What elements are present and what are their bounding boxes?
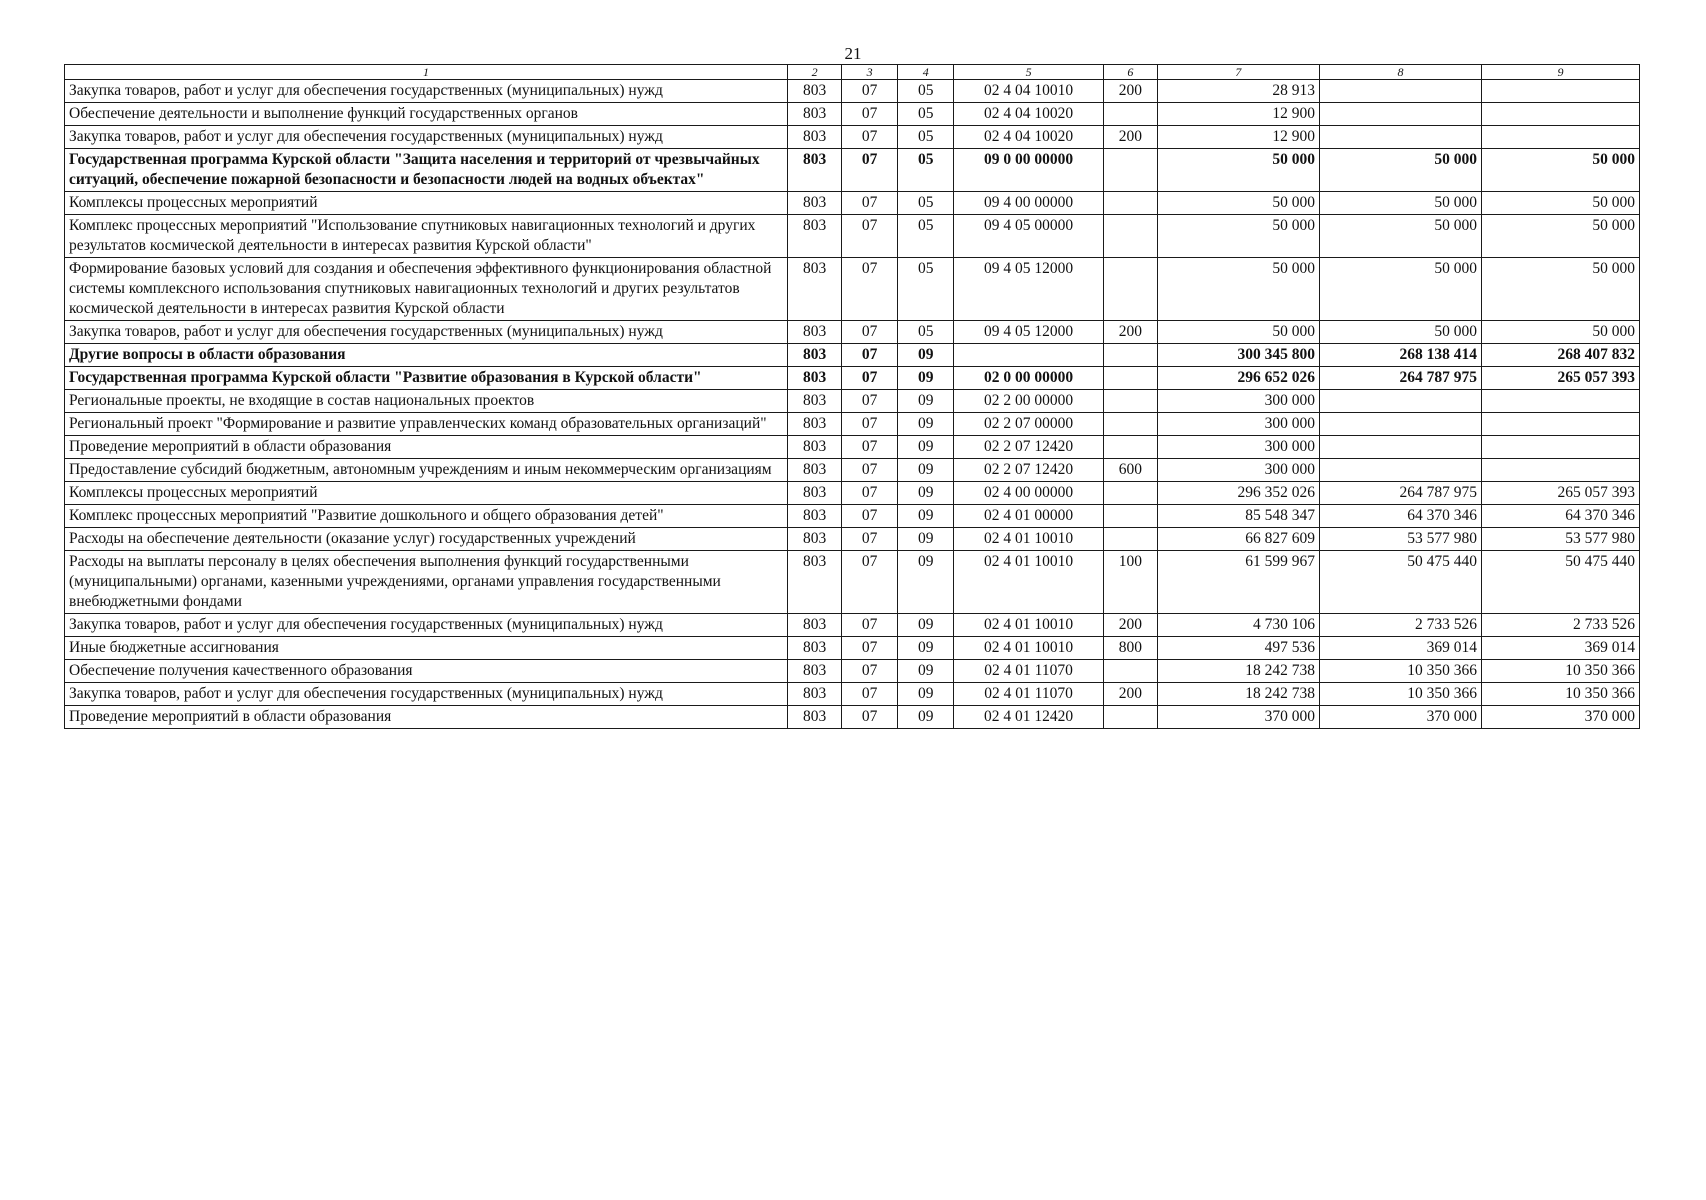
subsection-code: 05 bbox=[898, 258, 954, 321]
ministry-code: 803 bbox=[788, 706, 842, 729]
ministry-code: 803 bbox=[788, 321, 842, 344]
section-code: 07 bbox=[842, 706, 898, 729]
amount-year-2 bbox=[1319, 126, 1481, 149]
section-code: 07 bbox=[842, 505, 898, 528]
target-article-code: 02 4 00 00000 bbox=[954, 482, 1104, 505]
expense-type-code: 200 bbox=[1103, 126, 1157, 149]
row-name: Закупка товаров, работ и услуг для обеспечения государственных (муниципальных) нужд bbox=[65, 126, 788, 149]
ministry-code: 803 bbox=[788, 215, 842, 258]
amount-year-1: 12 900 bbox=[1157, 126, 1319, 149]
ministry-code: 803 bbox=[788, 258, 842, 321]
column-number: 1 bbox=[65, 65, 788, 80]
target-article-code: 02 4 01 11070 bbox=[954, 683, 1104, 706]
target-article-code: 02 4 04 10010 bbox=[954, 80, 1104, 103]
section-code: 07 bbox=[842, 344, 898, 367]
target-article-code: 02 4 01 10010 bbox=[954, 528, 1104, 551]
amount-year-2: 50 000 bbox=[1319, 258, 1481, 321]
row-name: Региональные проекты, не входящие в состав национальных проектов bbox=[65, 390, 788, 413]
table-row bbox=[65, 683, 1640, 706]
amount-year-3: 369 014 bbox=[1482, 637, 1640, 660]
amount-year-1: 85 548 347 bbox=[1157, 505, 1319, 528]
amount-year-2: 2 733 526 bbox=[1319, 614, 1481, 637]
expense-type-code: 600 bbox=[1103, 459, 1157, 482]
ministry-code: 803 bbox=[788, 367, 842, 390]
subsection-code: 05 bbox=[898, 103, 954, 126]
ministry-code: 803 bbox=[788, 614, 842, 637]
amount-year-1: 61 599 967 bbox=[1157, 551, 1319, 614]
ministry-code: 803 bbox=[788, 683, 842, 706]
row-name: Закупка товаров, работ и услуг для обеспечения государственных (муниципальных) нужд bbox=[65, 321, 788, 344]
amount-year-3: 53 577 980 bbox=[1482, 528, 1640, 551]
section-code: 07 bbox=[842, 637, 898, 660]
amount-year-2: 50 000 bbox=[1319, 149, 1481, 192]
ministry-code: 803 bbox=[788, 436, 842, 459]
amount-year-2: 53 577 980 bbox=[1319, 528, 1481, 551]
amount-year-2 bbox=[1319, 413, 1481, 436]
section-code: 07 bbox=[842, 80, 898, 103]
target-article-code: 02 2 07 12420 bbox=[954, 436, 1104, 459]
subsection-code: 09 bbox=[898, 614, 954, 637]
subsection-code: 09 bbox=[898, 683, 954, 706]
amount-year-3: 10 350 366 bbox=[1482, 660, 1640, 683]
expense-type-code bbox=[1103, 505, 1157, 528]
amount-year-3 bbox=[1482, 80, 1640, 103]
amount-year-1: 300 000 bbox=[1157, 436, 1319, 459]
table-row bbox=[65, 637, 1640, 660]
amount-year-1: 28 913 bbox=[1157, 80, 1319, 103]
section-code: 07 bbox=[842, 321, 898, 344]
table-row bbox=[65, 413, 1640, 436]
target-article-code: 02 4 04 10020 bbox=[954, 126, 1104, 149]
target-article-code: 09 4 05 12000 bbox=[954, 258, 1104, 321]
amount-year-2: 64 370 346 bbox=[1319, 505, 1481, 528]
row-name: Комплекс процессных мероприятий "Использование спутниковых навигационных технологий и других результатов космической деятельности в интересах развития Курской области" bbox=[65, 215, 788, 258]
amount-year-2: 264 787 975 bbox=[1319, 367, 1481, 390]
row-name: Другие вопросы в области образования bbox=[65, 344, 788, 367]
ministry-code: 803 bbox=[788, 103, 842, 126]
section-code: 07 bbox=[842, 551, 898, 614]
amount-year-2: 370 000 bbox=[1319, 706, 1481, 729]
table-row bbox=[65, 149, 1640, 192]
subsection-code: 05 bbox=[898, 321, 954, 344]
subsection-code: 05 bbox=[898, 215, 954, 258]
table-row bbox=[65, 215, 1640, 258]
row-name: Расходы на выплаты персоналу в целях обеспечения выполнения функций государственными (муниципальными) органами, казенными учреждениями, органами управления государственными внебюджетными фондами bbox=[65, 551, 788, 614]
amount-year-1: 50 000 bbox=[1157, 149, 1319, 192]
target-article-code: 02 4 01 10010 bbox=[954, 551, 1104, 614]
table-row bbox=[65, 505, 1640, 528]
row-name: Расходы на обеспечение деятельности (оказание услуг) государственных учреждений bbox=[65, 528, 788, 551]
subsection-code: 09 bbox=[898, 482, 954, 505]
expense-type-code bbox=[1103, 436, 1157, 459]
ministry-code: 803 bbox=[788, 482, 842, 505]
amount-year-1: 18 242 738 bbox=[1157, 660, 1319, 683]
ministry-code: 803 bbox=[788, 192, 842, 215]
table-row bbox=[65, 390, 1640, 413]
amount-year-3: 50 000 bbox=[1482, 215, 1640, 258]
section-code: 07 bbox=[842, 614, 898, 637]
column-number: 4 bbox=[898, 65, 954, 80]
ministry-code: 803 bbox=[788, 149, 842, 192]
amount-year-1: 296 652 026 bbox=[1157, 367, 1319, 390]
amount-year-2: 50 000 bbox=[1319, 215, 1481, 258]
row-name: Закупка товаров, работ и услуг для обеспечения государственных (муниципальных) нужд bbox=[65, 614, 788, 637]
budget-table bbox=[64, 64, 1640, 729]
amount-year-3: 265 057 393 bbox=[1482, 482, 1640, 505]
amount-year-3: 265 057 393 bbox=[1482, 367, 1640, 390]
expense-type-code bbox=[1103, 706, 1157, 729]
amount-year-3: 268 407 832 bbox=[1482, 344, 1640, 367]
column-number-row bbox=[65, 65, 1640, 80]
amount-year-3 bbox=[1482, 126, 1640, 149]
subsection-code: 09 bbox=[898, 637, 954, 660]
expense-type-code bbox=[1103, 344, 1157, 367]
section-code: 07 bbox=[842, 258, 898, 321]
target-article-code: 02 2 07 12420 bbox=[954, 459, 1104, 482]
expense-type-code bbox=[1103, 413, 1157, 436]
section-code: 07 bbox=[842, 528, 898, 551]
subsection-code: 05 bbox=[898, 80, 954, 103]
subsection-code: 09 bbox=[898, 528, 954, 551]
amount-year-2 bbox=[1319, 80, 1481, 103]
target-article-code: 09 4 05 00000 bbox=[954, 215, 1104, 258]
expense-type-code bbox=[1103, 482, 1157, 505]
ministry-code: 803 bbox=[788, 528, 842, 551]
subsection-code: 09 bbox=[898, 706, 954, 729]
section-code: 07 bbox=[842, 103, 898, 126]
section-code: 07 bbox=[842, 660, 898, 683]
amount-year-3: 370 000 bbox=[1482, 706, 1640, 729]
row-name: Комплексы процессных мероприятий bbox=[65, 192, 788, 215]
section-code: 07 bbox=[842, 390, 898, 413]
amount-year-1: 50 000 bbox=[1157, 321, 1319, 344]
amount-year-1: 497 536 bbox=[1157, 637, 1319, 660]
column-number: 7 bbox=[1157, 65, 1319, 80]
amount-year-1: 4 730 106 bbox=[1157, 614, 1319, 637]
amount-year-1: 300 345 800 bbox=[1157, 344, 1319, 367]
section-code: 07 bbox=[842, 436, 898, 459]
amount-year-2: 50 000 bbox=[1319, 192, 1481, 215]
table-row bbox=[65, 367, 1640, 390]
row-name: Закупка товаров, работ и услуг для обеспечения государственных (муниципальных) нужд bbox=[65, 80, 788, 103]
section-code: 07 bbox=[842, 215, 898, 258]
target-article-code: 02 0 00 00000 bbox=[954, 367, 1104, 390]
amount-year-1: 18 242 738 bbox=[1157, 683, 1319, 706]
subsection-code: 09 bbox=[898, 660, 954, 683]
ministry-code: 803 bbox=[788, 505, 842, 528]
expense-type-code bbox=[1103, 149, 1157, 192]
amount-year-1: 50 000 bbox=[1157, 215, 1319, 258]
subsection-code: 09 bbox=[898, 459, 954, 482]
table-row bbox=[65, 344, 1640, 367]
subsection-code: 09 bbox=[898, 505, 954, 528]
amount-year-3 bbox=[1482, 459, 1640, 482]
target-article-code bbox=[954, 344, 1104, 367]
row-name: Закупка товаров, работ и услуг для обеспечения государственных (муниципальных) нужд bbox=[65, 683, 788, 706]
target-article-code: 02 4 01 11070 bbox=[954, 660, 1104, 683]
table-row bbox=[65, 660, 1640, 683]
table-row bbox=[65, 258, 1640, 321]
subsection-code: 09 bbox=[898, 367, 954, 390]
target-article-code: 09 0 00 00000 bbox=[954, 149, 1104, 192]
amount-year-2: 50 000 bbox=[1319, 321, 1481, 344]
column-number: 3 bbox=[842, 65, 898, 80]
table-row bbox=[65, 192, 1640, 215]
amount-year-2: 268 138 414 bbox=[1319, 344, 1481, 367]
expense-type-code bbox=[1103, 215, 1157, 258]
amount-year-3: 50 000 bbox=[1482, 149, 1640, 192]
section-code: 07 bbox=[842, 413, 898, 436]
section-code: 07 bbox=[842, 149, 898, 192]
ministry-code: 803 bbox=[788, 126, 842, 149]
row-name: Государственная программа Курской области "Развитие образования в Курской области" bbox=[65, 367, 788, 390]
column-number: 6 bbox=[1103, 65, 1157, 80]
amount-year-2: 264 787 975 bbox=[1319, 482, 1481, 505]
amount-year-2 bbox=[1319, 459, 1481, 482]
expense-type-code bbox=[1103, 660, 1157, 683]
ministry-code: 803 bbox=[788, 390, 842, 413]
subsection-code: 09 bbox=[898, 413, 954, 436]
subsection-code: 05 bbox=[898, 192, 954, 215]
amount-year-2 bbox=[1319, 436, 1481, 459]
table-row bbox=[65, 551, 1640, 614]
amount-year-1: 296 352 026 bbox=[1157, 482, 1319, 505]
expense-type-code bbox=[1103, 192, 1157, 215]
table-row bbox=[65, 706, 1640, 729]
row-name: Комплексы процессных мероприятий bbox=[65, 482, 788, 505]
subsection-code: 05 bbox=[898, 149, 954, 192]
row-name: Государственная программа Курской области "Защита населения и территорий от чрезвычайных ситуаций, обеспечение пожарной безопасности и безопасности людей на водных объектах" bbox=[65, 149, 788, 192]
column-number: 8 bbox=[1319, 65, 1481, 80]
amount-year-1: 300 000 bbox=[1157, 390, 1319, 413]
ministry-code: 803 bbox=[788, 344, 842, 367]
target-article-code: 02 2 00 00000 bbox=[954, 390, 1104, 413]
amount-year-3: 50 000 bbox=[1482, 258, 1640, 321]
expense-type-code: 200 bbox=[1103, 321, 1157, 344]
amount-year-3: 2 733 526 bbox=[1482, 614, 1640, 637]
target-article-code: 02 2 07 00000 bbox=[954, 413, 1104, 436]
amount-year-3 bbox=[1482, 390, 1640, 413]
amount-year-3: 50 475 440 bbox=[1482, 551, 1640, 614]
ministry-code: 803 bbox=[788, 459, 842, 482]
expense-type-code: 800 bbox=[1103, 637, 1157, 660]
expense-type-code: 200 bbox=[1103, 683, 1157, 706]
ministry-code: 803 bbox=[788, 80, 842, 103]
expense-type-code: 100 bbox=[1103, 551, 1157, 614]
row-name: Региональный проект "Формирование и развитие управленческих команд образовательных организаций" bbox=[65, 413, 788, 436]
amount-year-1: 50 000 bbox=[1157, 192, 1319, 215]
column-number: 5 bbox=[954, 65, 1104, 80]
row-name: Проведение мероприятий в области образования bbox=[65, 706, 788, 729]
amount-year-2: 50 475 440 bbox=[1319, 551, 1481, 614]
table-row bbox=[65, 321, 1640, 344]
amount-year-3: 50 000 bbox=[1482, 321, 1640, 344]
row-name: Проведение мероприятий в области образования bbox=[65, 436, 788, 459]
amount-year-3 bbox=[1482, 103, 1640, 126]
amount-year-1: 300 000 bbox=[1157, 413, 1319, 436]
amount-year-1: 12 900 bbox=[1157, 103, 1319, 126]
row-name: Обеспечение деятельности и выполнение функций государственных органов bbox=[65, 103, 788, 126]
section-code: 07 bbox=[842, 683, 898, 706]
row-name: Комплекс процессных мероприятий "Развитие дошкольного и общего образования детей" bbox=[65, 505, 788, 528]
table-row bbox=[65, 459, 1640, 482]
ministry-code: 803 bbox=[788, 551, 842, 614]
section-code: 07 bbox=[842, 367, 898, 390]
target-article-code: 02 4 04 10020 bbox=[954, 103, 1104, 126]
table-row bbox=[65, 80, 1640, 103]
subsection-code: 09 bbox=[898, 551, 954, 614]
amount-year-3: 64 370 346 bbox=[1482, 505, 1640, 528]
table-row bbox=[65, 482, 1640, 505]
subsection-code: 09 bbox=[898, 436, 954, 459]
expense-type-code bbox=[1103, 258, 1157, 321]
row-name: Обеспечение получения качественного образования bbox=[65, 660, 788, 683]
table-row bbox=[65, 614, 1640, 637]
amount-year-2: 10 350 366 bbox=[1319, 683, 1481, 706]
row-name: Формирование базовых условий для создания и обеспечения эффективного функционирования областной системы комплексного использования спутниковых навигационных технологий и других результатов космической деятельности в интересах развития Курской области bbox=[65, 258, 788, 321]
amount-year-2 bbox=[1319, 390, 1481, 413]
target-article-code: 02 4 01 12420 bbox=[954, 706, 1104, 729]
amount-year-1: 300 000 bbox=[1157, 459, 1319, 482]
target-article-code: 02 4 01 10010 bbox=[954, 614, 1104, 637]
target-article-code: 02 4 01 10010 bbox=[954, 637, 1104, 660]
row-name: Иные бюджетные ассигнования bbox=[65, 637, 788, 660]
expense-type-code bbox=[1103, 528, 1157, 551]
amount-year-3: 50 000 bbox=[1482, 192, 1640, 215]
section-code: 07 bbox=[842, 192, 898, 215]
expense-type-code: 200 bbox=[1103, 80, 1157, 103]
subsection-code: 09 bbox=[898, 344, 954, 367]
amount-year-2: 369 014 bbox=[1319, 637, 1481, 660]
table-row bbox=[65, 436, 1640, 459]
expense-type-code: 200 bbox=[1103, 614, 1157, 637]
amount-year-3: 10 350 366 bbox=[1482, 683, 1640, 706]
target-article-code: 09 4 05 12000 bbox=[954, 321, 1104, 344]
amount-year-3 bbox=[1482, 436, 1640, 459]
row-name: Предоставление субсидий бюджетным, автономным учреждениям и иным некоммерческим организациям bbox=[65, 459, 788, 482]
expense-type-code bbox=[1103, 103, 1157, 126]
section-code: 07 bbox=[842, 482, 898, 505]
table-row bbox=[65, 103, 1640, 126]
expense-type-code bbox=[1103, 390, 1157, 413]
ministry-code: 803 bbox=[788, 637, 842, 660]
ministry-code: 803 bbox=[788, 660, 842, 683]
amount-year-3 bbox=[1482, 413, 1640, 436]
amount-year-2 bbox=[1319, 103, 1481, 126]
ministry-code: 803 bbox=[788, 413, 842, 436]
page-number: 21 bbox=[844, 44, 862, 63]
column-number: 9 bbox=[1482, 65, 1640, 80]
section-code: 07 bbox=[842, 459, 898, 482]
expense-type-code bbox=[1103, 367, 1157, 390]
amount-year-1: 50 000 bbox=[1157, 258, 1319, 321]
table-row bbox=[65, 126, 1640, 149]
amount-year-1: 66 827 609 bbox=[1157, 528, 1319, 551]
amount-year-1: 370 000 bbox=[1157, 706, 1319, 729]
subsection-code: 05 bbox=[898, 126, 954, 149]
target-article-code: 09 4 00 00000 bbox=[954, 192, 1104, 215]
amount-year-2: 10 350 366 bbox=[1319, 660, 1481, 683]
section-code: 07 bbox=[842, 126, 898, 149]
subsection-code: 09 bbox=[898, 390, 954, 413]
column-number: 2 bbox=[788, 65, 842, 80]
table-row bbox=[65, 528, 1640, 551]
target-article-code: 02 4 01 00000 bbox=[954, 505, 1104, 528]
